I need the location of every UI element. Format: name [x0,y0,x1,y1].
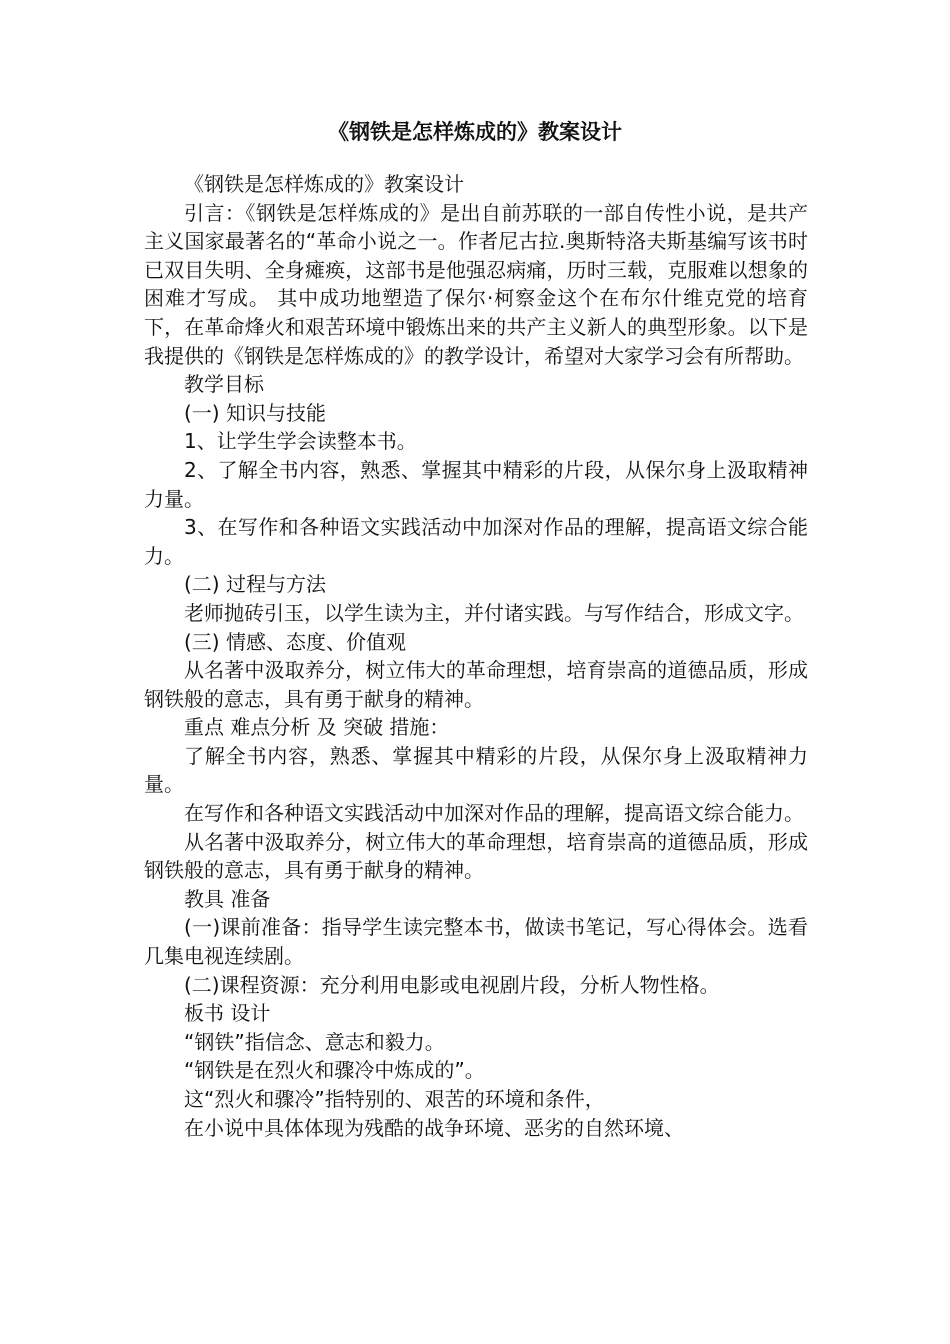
paragraph: 在小说中具体体现为残酷的战争环境、恶劣的自然环境、 [184,1115,684,1140]
paragraph: 这“烈火和骤冷”指特别的、艰苦的环境和条件， [184,1087,605,1111]
paragraph: 在写作和各种语文实践活动中加深对作品的理解，提高语文综合能力。 [184,801,804,826]
paragraph: 老师抛砖引玉，以学生读为主，并付诸实践。与写作结合，形成文字。 [184,600,804,625]
paragraph: (一) 知识与技能 [184,400,326,425]
paragraph: 重点 难点分析 及 突破 措施： [184,715,450,740]
paragraph: 教学目标 [184,372,264,397]
paragraph: “钢铁”指信念、意志和毅力。 [184,1029,445,1054]
paragraph: 引言：《钢铁是怎样炼成的》是出自前苏联的一部自传性小说，是共产主义国家最著名的“革命小说之一。作者尼古拉.奥斯特洛夫斯基编写该书时已双目失明、全身瘫痪，这部书是他强忍病痛，历时三载，克服难以想象的困难才写成。 其中成功地塑造了保尔·柯察金这个在布尔什维克党的培育下，在革命烽火和艰苦环境中锻炼出来的共产主义新人的典型形象。以下是我提供的《钢铁是怎样炼成的》的教学设计，希望对大家学习会有所帮助。 [144,200,808,368]
document-title: 《钢铁是怎样炼成的》教案设计 [328,120,622,144]
paragraph: 从名著中汲取养分，树立伟大的革命理想，培育崇高的道德品质，形成钢铁般的意志，具有勇于献身的精神。 [144,829,808,883]
paragraph: (三) 情感、态度、价值观 [184,629,406,654]
paragraph: 从名著中汲取养分，树立伟大的革命理想，培育崇高的道德品质，形成钢铁般的意志，具有勇于献身的精神。 [144,658,808,711]
paragraph: (二)课程资源：充分利用电影或电视剧片段，分析人物性格。 [184,972,720,997]
paragraph: 板书 设计 [184,1001,271,1026]
paragraph: 了解全书内容，熟悉、掌握其中精彩的片段，从保尔身上汲取精神力量。 [144,743,808,797]
paragraph: 2、了解全书内容，熟悉、掌握其中精彩的片段，从保尔身上汲取精神力量。 [144,457,808,511]
paragraph: (一)课前准备：指导学生读完整本书，做读书笔记，写心得体会。选看几集电视连续剧。 [144,915,808,969]
paragraph: (二) 过程与方法 [184,572,326,597]
paragraph: 《钢铁是怎样炼成的》教案设计 [184,172,464,196]
paragraph: 教具 准备 [184,886,271,911]
paragraph: 3、在写作和各种语文实践活动中加深对作品的理解，提高语文综合能力。 [144,515,808,568]
document-body [144,170,808,1142]
paragraph: 1、让学生学会读整本书。 [184,429,417,454]
paragraph: “钢铁是在烈火和骤冷中炼成的”。 [184,1058,485,1083]
